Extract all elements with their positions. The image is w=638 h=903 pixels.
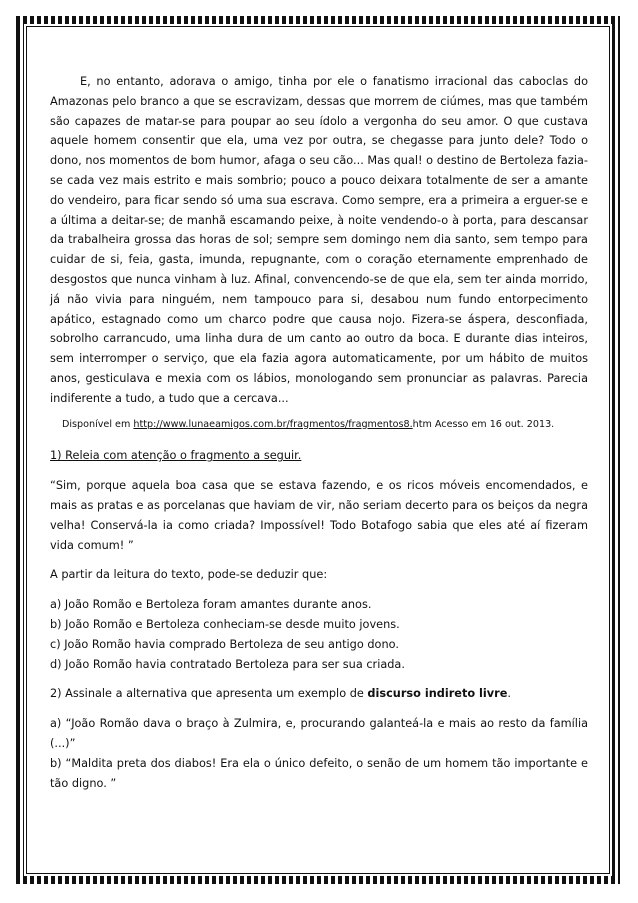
question-2-heading-end: . <box>507 687 511 701</box>
question-1-heading: 1) Releia com atenção o fragmento a seguir. <box>50 449 302 463</box>
question-2-option-a: a) “João Romão dava o braço à Zulmira, e, procurando galanteá-la e mais ao resto da família (...)” <box>50 717 588 750</box>
source-link[interactable]: http://www.lunaeamigos.com.br/fragmentos/fragmentos8. <box>133 418 413 430</box>
question-2-heading-text: 2) Assinale a alternativa que apresenta um exemplo de <box>50 687 368 701</box>
question-1-quote: “Sim, porque aquela boa casa que se estava fazendo, e os ricos móveis encomendados, e mais as pratas e as porcelanas que haviam de vir, não seriam decerto para os beiços da negra velha! Conservá-la ia como criada? Impossível! Todo Botafogo sabia que eles até aí fizeram vida comum! ” <box>50 479 588 552</box>
question-1-option-d: d) João Romão havia contratado Bertoleza para ser sua criada. <box>50 657 405 671</box>
source-suffix: htm Acesso em 16 out. 2013. <box>412 418 555 430</box>
question-1-option-c: c) João Romão havia comprado Bertoleza de seu antigo dono. <box>50 637 399 651</box>
question-1-option-b: b) João Romão e Bertoleza conheciam-se desde muito jovens. <box>50 617 400 631</box>
question-2-heading-bold: discurso indireto livre <box>367 687 508 701</box>
source-prefix: Disponível em <box>62 418 131 430</box>
document-body <box>50 72 588 793</box>
question-1-prompt: A partir da leitura do texto, pode-se deduzir que: <box>50 568 328 582</box>
passage-paragraph: E, no entanto, adorava o amigo, tinha por ele o fanatismo irracional das caboclas do Amazonas pelo branco a que se escravizam, dessas que morrem de ciúmes, mas que também são capazes de matar-se para poupar ao seu ídolo a vergonha do seu amor. O que custava aquele homem consentir que ela, uma vez por outra, se chegasse para junto dele? Todo o dono, nos momentos de bom humor, afaga o seu cão... Mas qual! o destino de Bertoleza fazia-se cada vez mais estrito e mais sombrio; pouco a pouco deixara totalmente de ser a amante do vendeiro, para ficar sendo só uma sua escrava. Como sempre, era a primeira a erguer-se e a última a deitar-se; de manhã escamando peixe, à noite vendendo-o à porta, para descansar da trabalheira grossa das horas de sol; sempre sem domingo nem dia santo, sem tempo para cuidar de si, feia, gasta, imunda, repugnante, com o coração eternamente emprenhado de desgostos que nunca vinham à luz. Afinal, convencendo-se de que ela, sem ter ainda morrido, já não vivia para ninguém, nem tampouco para si, desabou num fundo entorpecimento apático, estagnado como um charco podre que causa nojo. Fizera-se áspera, desconfiada, sobrolho carrancudo, uma linha dura de um canto ao outro da boca. E durante dias inteiros, sem interromper o serviço, que ela fazia agora automaticamente, por um hábito de muitos anos, gesticulava e mexia com os lábios, monologando sem pronunciar as palavras. Parecia indiferente a tudo, a tudo que a cercava... <box>50 75 588 405</box>
source-citation <box>62 415 588 435</box>
question-2-option-b: b) “Maldita preta dos diabos! Era ela o único defeito, o senão de um homem tão importante e tão digno. ” <box>50 756 588 790</box>
question-2-heading <box>50 684 588 704</box>
question-1-option-a: a) João Romão e Bertoleza foram amantes durante anos. <box>50 598 372 612</box>
